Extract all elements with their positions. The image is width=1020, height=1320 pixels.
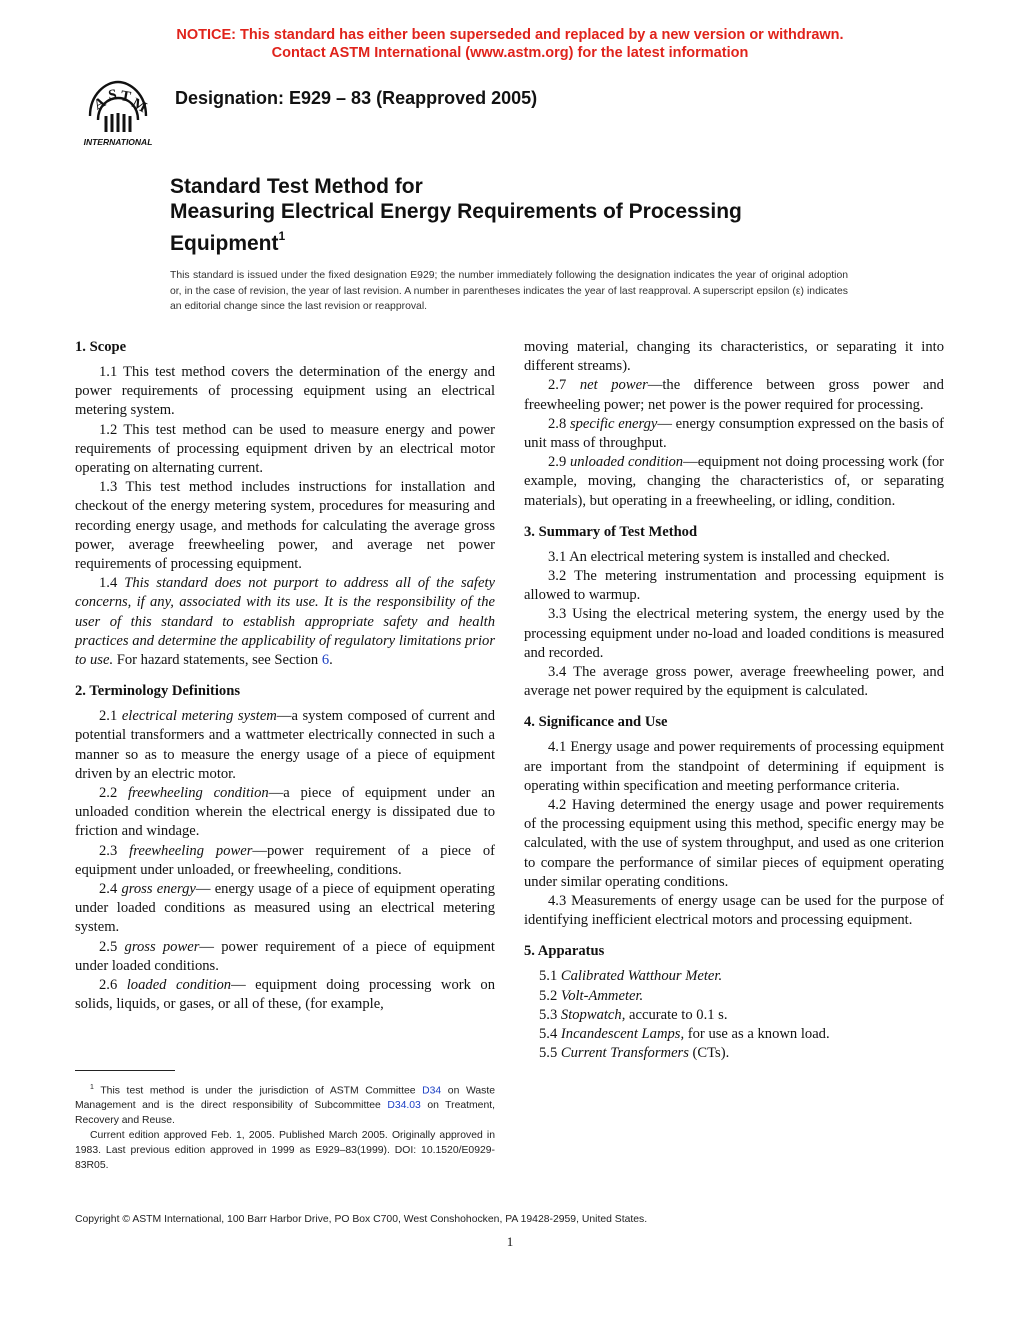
subcommittee-d34-03-link[interactable]: D34.03	[387, 1100, 421, 1112]
para-3-4: 3.4 The average gross power, average freewheeling power, and average net power required by the equipment is calculated.	[524, 664, 944, 700]
apparatus-item-5-4: 5.4 Incandescent Lamps, for use as a known load.	[539, 1026, 830, 1043]
svg-text:T: T	[119, 88, 132, 106]
left-column	[75, 338, 495, 1015]
footnote-2: Current edition approved Feb. 1, 2005. Published March 2005. Originally approved in 1983. Last previous edition approved in 1999 as E929–83(1999). DOI: 10.1520/E0929-83R05.	[75, 1130, 495, 1172]
copyright: Copyright © ASTM International, 100 Barr Harbor Drive, PO Box C700, West Conshohocken, PA 19428-2959, United States.	[75, 1214, 648, 1225]
para-4-2: 4.2 Having determined the energy usage and power requirements of the processing equipment using this method, specific energy may be calculated, with the use of system throughput, and used as one criterion to compare the performance of similar pieces of equipment operating under similar operating conditions.	[524, 797, 944, 890]
para-3-2: 3.2 The metering instrumentation and processing equipment is allowed to warmup.	[524, 568, 944, 604]
para-3-3: 3.3 Using the electrical metering system, the energy used by the processing equipment under no-load and loaded conditions is measured and recorded.	[524, 606, 944, 661]
definition-2-2: 2.2 freewheeling condition—a piece of equipment under an unloaded condition wherein the electrical energy is dissipated due to friction and windage.	[75, 785, 495, 840]
title-line-1: Standard Test Method for	[170, 175, 423, 198]
definition-2-1: 2.1 electrical metering system—a system composed of current and potential transformers and a wattmeter electrically connected in such a manner so as to measure the energy usage of a piece of equipment driven by an electric motor.	[75, 708, 496, 782]
footnote-divider	[75, 1070, 175, 1071]
para-1-1: 1.1 This test method covers the determination of the energy and power requirements of processing equipment using an electrical metering system.	[75, 364, 495, 419]
apparatus-item-5-2: 5.2 Volt-Ammeter.	[539, 987, 644, 1004]
designation: Designation: E929 – 83 (Reapproved 2005)	[175, 88, 538, 108]
notice-line-1: NOTICE: This standard has either been superseded and replaced by a new version or withdrawn.	[176, 27, 844, 43]
footnotes	[75, 1080, 495, 1173]
definition-2-7: 2.7 net power—the difference between gross power and freewheeling power; net power is the power required for processing.	[524, 377, 944, 413]
svg-text:A: A	[91, 94, 109, 114]
definition-2-8: 2.8 specific energy— energy consumption expressed on the basis of unit mass of throughput.	[524, 415, 944, 452]
definition-2-6: 2.6 loaded condition— equipment doing processing work on solids, liquids, or gases, or all of these, (for example,	[75, 977, 495, 1013]
para-1-4: 1.4 This standard does not purport to address all of the safety concerns, if any, associated with its use. It is the responsibility of the user of this standard to establish appropriate safety and health practices and determine the applicability of regulatory limitations prior to use. For hazard statements, see Section 6.	[75, 575, 495, 669]
definition-2-4: 2.4 gross energy— energy usage of a piece of equipment operating under loaded conditions as measured using an electrical metering system.	[75, 881, 495, 936]
footnote-1: $^1$ This test method is under the jurisdiction of ASTM Committee D34 on Waste Management and is the direct responsibility of Subcommittee D34.03 on Treatment, Recovery and Reuse.	[75, 1084, 496, 1127]
section-scope-heading: 1. Scope	[75, 339, 127, 355]
apparatus-item-5-5: 5.5 Current Transformers (CTs).	[539, 1045, 730, 1062]
svg-text:S: S	[107, 86, 118, 104]
title-line-2: Measuring Electrical Energy Requirements of Processing	[170, 200, 742, 223]
apparatus-item-5-3: 5.3 Stopwatch, accurate to 0.1 s.	[539, 1006, 728, 1023]
definition-2-3: 2.3 freewheeling power—power requirement of a piece of equipment under unloaded, or freewheeling, conditions.	[75, 842, 495, 878]
para-3-1: 3.1 An electrical metering system is installed and checked.	[548, 548, 891, 565]
para-1-2: 1.2 This test method can be used to measure energy and power requirements of processing equipment driven by an electrical motor operating on alternating current.	[75, 421, 495, 477]
section-terminology-heading: 2. Terminology Definitions	[75, 683, 241, 700]
para-4-1: 4.1 Energy usage and power requirements of processing equipment are important from the standpoint of determining if equipment is operating within specification and meeting performance criteria.	[524, 739, 944, 794]
issue-note: This standard is issued under the fixed designation E929; the number immediately following the designation indicates the year of original adoption or, in the case of revision, the year of last revision. A number in parentheses indicates the year of last reapproval. A superscript epsilon (ε) indicates an editorial change since the last revision or reapproval.	[170, 270, 848, 312]
para-4-3: 4.3 Measurements of energy usage can be used for the purpose of identifying inefficient electrical motors and processing equipment.	[524, 893, 944, 929]
logo-text: INTERNATIONAL	[83, 137, 153, 147]
svg-text:M: M	[129, 95, 150, 117]
section-apparatus-heading: 5. Apparatus	[524, 943, 605, 960]
apparatus-item-5-1: 5.1 Calibrated Watthour Meter.	[539, 968, 723, 985]
committee-d34-link[interactable]: D34	[422, 1085, 442, 1097]
astm-international-logo-icon	[76, 76, 160, 148]
notice-line-2: Contact ASTM International (www.astm.org) for the latest information	[271, 45, 749, 61]
definition-2-5: 2.5 gross power— power requirement of a piece of equipment under loaded conditions.	[75, 938, 495, 974]
definition-2-9: 2.9 unloaded condition—equipment not doing processing work (for example, moving, changing the characteristics of, or separating materials), but operating in a freewheeling, or idling, condition.	[524, 454, 944, 509]
page-title	[170, 174, 930, 256]
title-footnote-mark[interactable]: 1	[278, 229, 286, 243]
superseded-notice	[0, 26, 1020, 62]
section-summary-heading: 3. Summary of Test Method	[524, 523, 698, 540]
section-significance-heading: 4. Significance and Use	[524, 714, 668, 731]
title-line-3: Equipment$^1$	[170, 229, 286, 255]
definition-2-6-continued: moving material, changing its characteristics, or separating it into different streams).	[524, 339, 944, 375]
section-6-link[interactable]: 6	[321, 652, 330, 669]
right-column	[524, 338, 944, 1064]
page-number: 1	[506, 1234, 514, 1249]
para-1-3: 1.3 This test method includes instructions for installation and checkout of the energy metering system, procedures for measuring and recording energy usage, and methods for calculating the average gross power, average freewheeling power, and average net power requirements of processing equipment.	[75, 479, 495, 573]
